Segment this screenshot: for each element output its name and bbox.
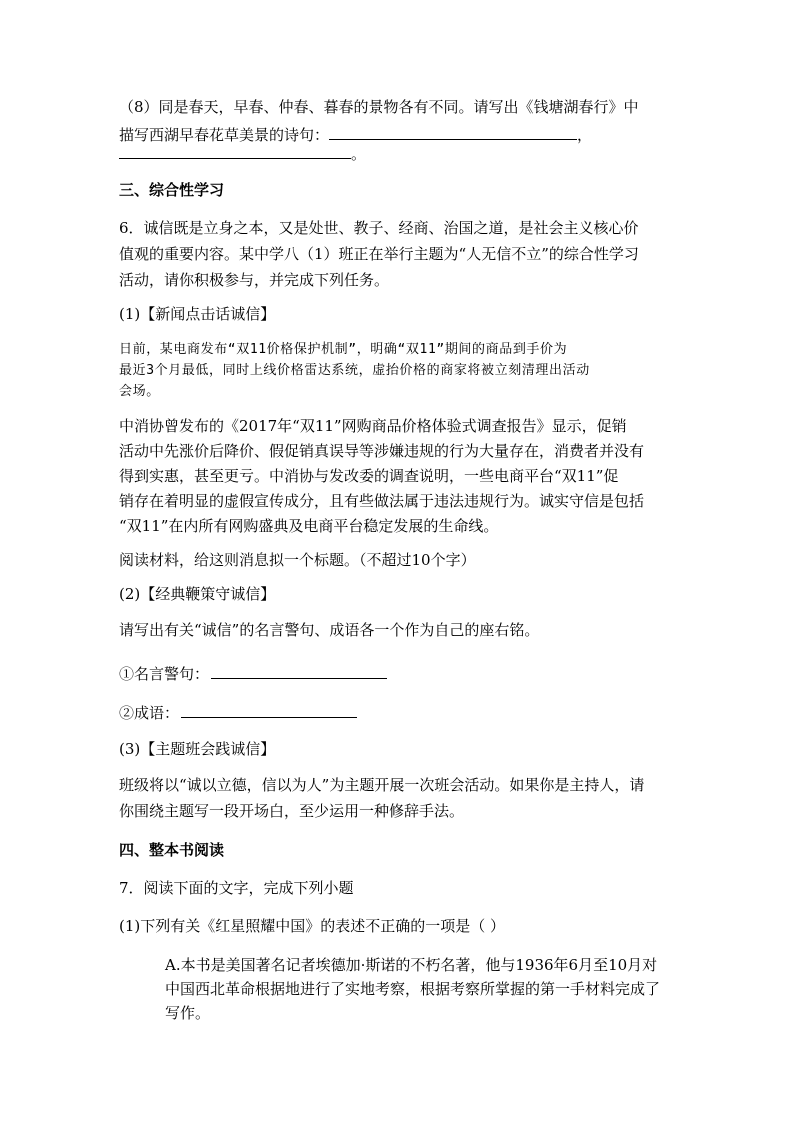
section-3-title: 三、综合性学习 [119,181,225,199]
q8-comma: ， [577,126,593,144]
section-4-title: 四、整本书阅读 [119,841,225,859]
option-a-line-1: A.本书是美国著名记者埃德加·斯诺的不朽名著，他与1936年6月至10月对 [165,956,658,974]
q6-part1-task: 阅读材料，给这则消息拟一个标题。（不超过10个字） [119,551,476,569]
q8-line-3 [119,143,366,164]
motto-row [119,663,387,684]
q8-answer-blank-1[interactable] [329,124,577,140]
q6-part3-line-1: 班级将以“诚以立德，信以为人”为主题开展一次班会活动。如果你是主持人，请 [119,776,645,794]
motto-answer-blank[interactable] [211,663,387,679]
q8-line-1: （8）同是春天，早春、仲春、暮春的景物各有不同。请写出《钱塘湖春行》中 [119,98,639,116]
q6-part2-task: 请写出有关“诚信”的名言警句、成语各一个作为自己的座右铭。 [119,621,540,639]
news2-line-2: 活动中先涨价后降价、假促销真误导等涉嫌违规的行为大量存在，消费者并没有 [119,442,645,460]
q6-part2-title: (2)【经典鞭策守诚信】 [119,585,276,603]
q6-part1-title: (1)【新闻点击话诚信】 [119,305,276,323]
news2-line-4: 销存在着明显的虚假宣传成分，且有些做法属于违法违规行为。诚实守信是包括 [119,492,645,510]
q7-sub1: (1)下列有关《红星照耀中国》的表述不正确的一项是（ ） [119,917,506,935]
q6-part3-line-2: 你围绕主题写一段开场白，至少运用一种修辞手法。 [119,802,465,820]
q8-line-2-prefix: 描写西湖早春花草美景的诗句： [119,126,330,144]
q8-period: 。 [351,145,367,163]
q6-part3-title: (3)【主题班会践诚信】 [119,740,276,758]
news1-line-1: 日前，某电商发布“双11价格保护机制”，明确“双11”期间的商品到手价为 [119,342,568,357]
q6-line-2: 值观的重要内容。某中学八（1）班正在举行主题为“人无信不立”的综合性学习 [119,245,639,263]
q6-line-3: 活动，请你积极参与，并完成下列任务。 [119,271,390,289]
news2-line-5: “双11”在内所有网购盛典及电商平台稳定发展的生命线。 [119,517,499,535]
news1-line-3: 会场。 [119,384,160,399]
q8-line-2 [119,124,592,145]
q6-line-1: 6．诚信既是立身之本，又是处世、教子、经商、治国之道，是社会主义核心价 [119,219,639,237]
q7-intro: 7．阅读下面的文字，完成下列小题 [119,879,354,897]
idiom-label: ②成语： [119,704,180,722]
idiom-row [119,702,357,723]
option-a-line-2: 中国西北革命根据地进行了实地考察，根据考察所掌握的第一手材料完成了 [165,980,661,998]
news2-line-3: 得到实惠，甚至更亏。中消协与发改委的调查说明，一些电商平台“双11”促 [119,467,619,485]
idiom-answer-blank[interactable] [181,702,357,718]
q8-answer-blank-2[interactable] [119,143,351,159]
option-a-line-3: 写作。 [165,1004,211,1022]
news1-line-2: 最近3个月最低，同时上线价格雷达系统，虚抬价格的商家将被立刻清理出活动 [119,363,590,378]
news2-line-1: 中消协曾发布的《2017年“双11”网购商品价格体验式调查报告》显示，促销 [119,417,627,435]
motto-label: ①名言警句： [119,665,210,683]
